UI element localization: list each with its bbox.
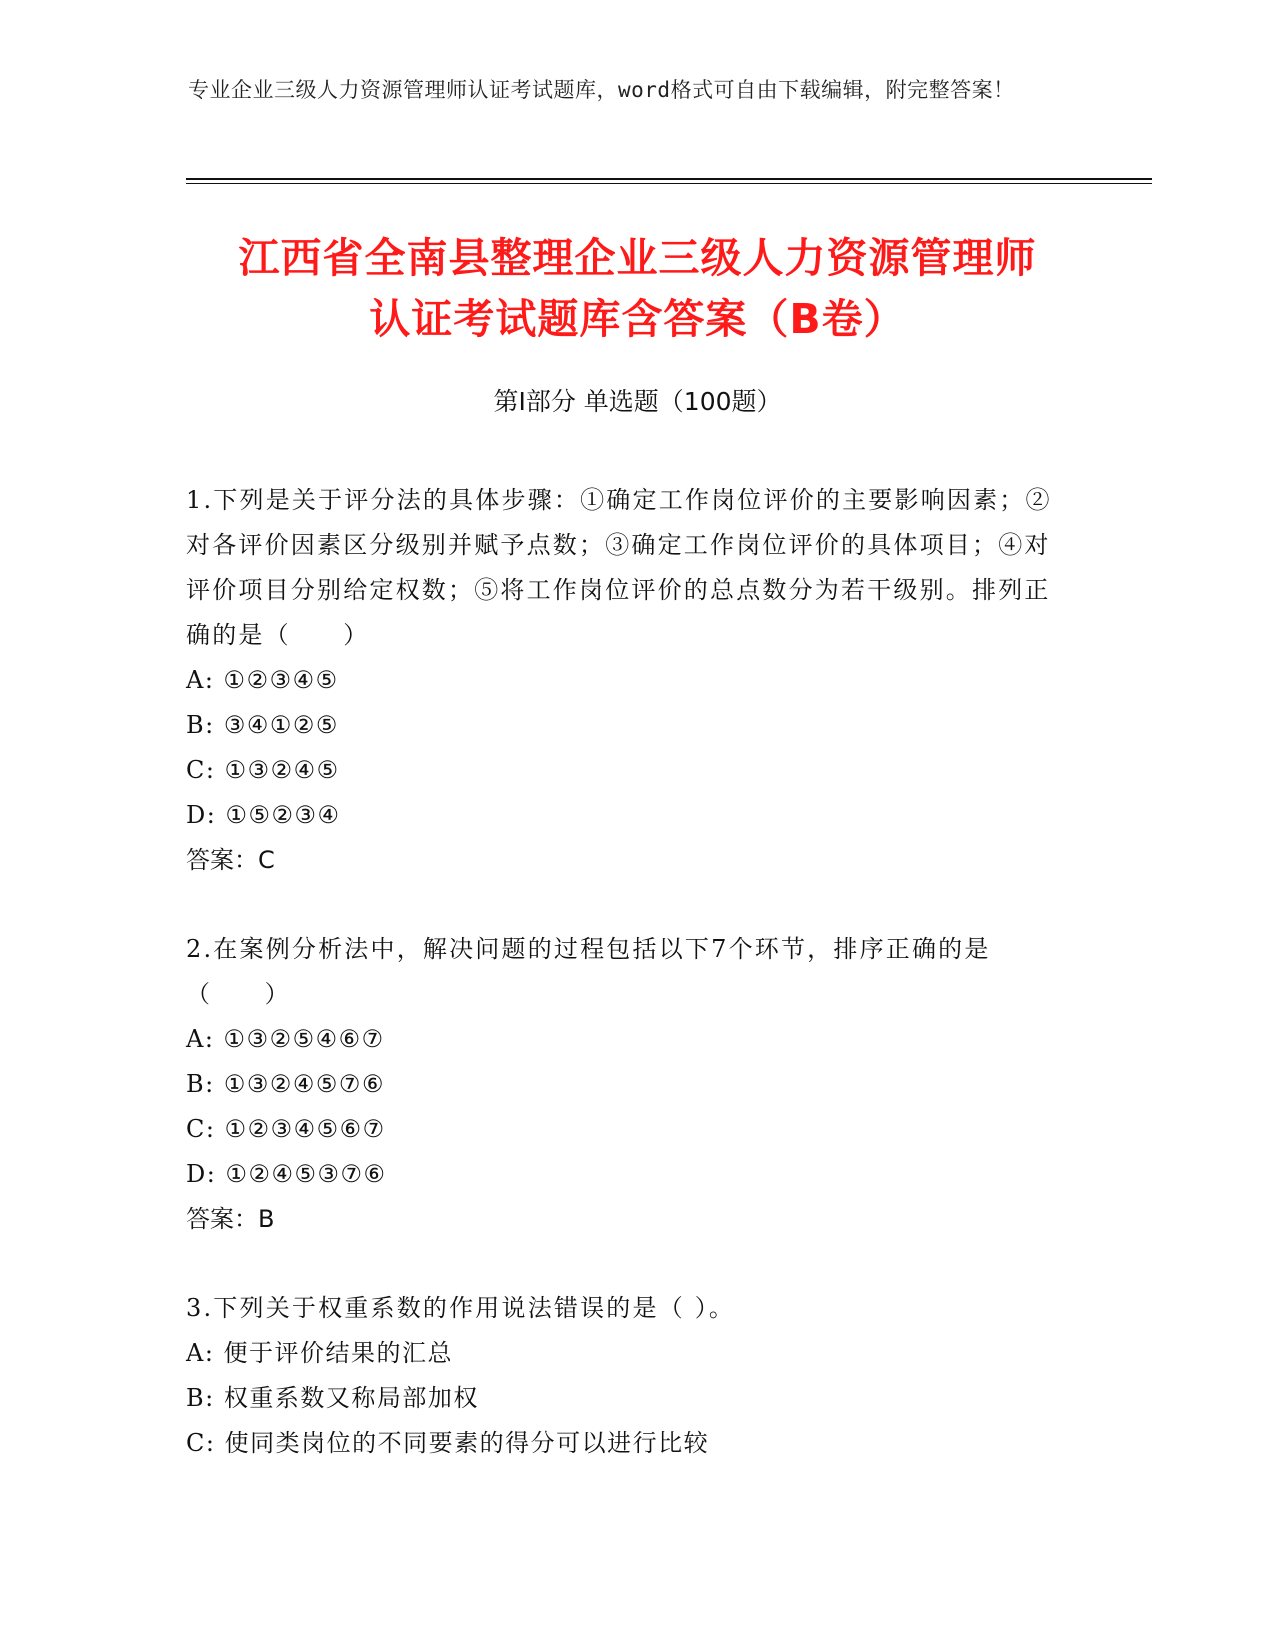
- option-c: C: ①③②④⑤: [186, 756, 340, 784]
- question-stem: 1.下列是关于评分法的具体步骤：①确定工作岗位评价的主要影响因素；②对各评价因素区分级别并赋予点数；③确定工作岗位评价的具体项目；④对评价项目分别给定权数；⑤将工作岗位评价的总点数分为若干级别。排列正确的是（ ）: [186, 486, 1052, 649]
- title-line-1: 江西省全南县整理企业三级人力资源管理师: [238, 234, 1037, 282]
- option-a: A: ①③②⑤④⑥⑦: [186, 1025, 385, 1053]
- document-title: [150, 228, 1125, 350]
- header-divider-thick: [186, 178, 1152, 180]
- option-c: C: ①②③④⑤⑥⑦: [186, 1115, 386, 1143]
- option-b: B: ③④①②⑤: [186, 711, 339, 739]
- option-d: D: ①⑤②③④: [186, 801, 341, 829]
- header-note: 专业企业三级人力资源管理师认证考试题库，word格式可自由下载编辑，附完整答案！: [188, 78, 1015, 102]
- question-3: [186, 1286, 1066, 1466]
- title-line-2: 认证考试题库含答案（B卷）: [369, 295, 906, 343]
- option-b: B: ①③②④⑤⑦⑥: [186, 1070, 385, 1098]
- question-1: [186, 478, 1066, 883]
- question-stem: 3.下列关于权重系数的作用说法错误的是（ ）。: [186, 1294, 736, 1322]
- option-d: D: ①②④⑤③⑦⑥: [186, 1160, 387, 1188]
- section-heading: 第Ⅰ部分 单选题（100题）: [493, 387, 782, 416]
- question-2: [186, 927, 1066, 1242]
- question-stem: 2.在案例分析法中，解决问题的过程包括以下7个环节，排序正确的是（ ）: [186, 935, 991, 1008]
- answer: 答案：B: [186, 1205, 275, 1233]
- question-list: [186, 478, 1066, 1510]
- option-a: A: ①②③④⑤: [186, 666, 339, 694]
- option-a: A: 便于评价结果的汇总: [186, 1339, 454, 1367]
- option-b: B: 权重系数又称局部加权: [186, 1384, 479, 1412]
- answer: 答案：C: [186, 846, 275, 874]
- header-divider-thin: [186, 183, 1152, 184]
- option-c: C: 使同类岗位的不同要素的得分可以进行比较: [186, 1429, 710, 1457]
